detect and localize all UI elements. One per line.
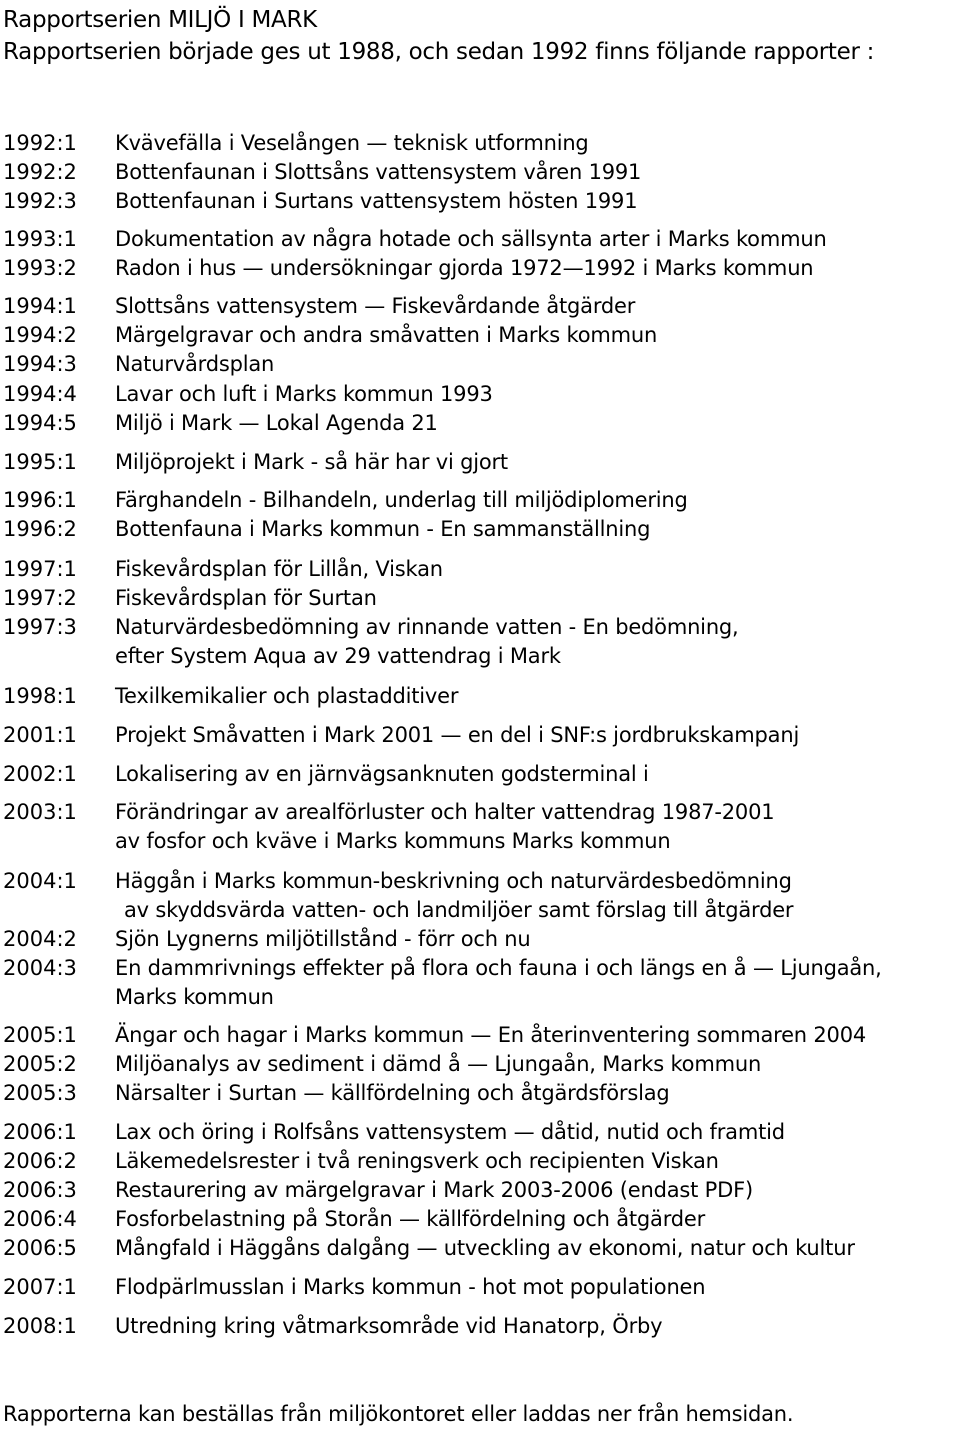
report-title: [115, 1205, 705, 1234]
report-number: 2006:3: [3, 1178, 77, 1202]
report-title-line: Lax och öring i Rolfsåns vattensystem — dåtid, nutid och framtid: [115, 1120, 785, 1144]
page-title: Rapportserien MILJÖ I MARK: [3, 7, 317, 33]
report-title-line: Slottsåns vattensystem — Fiskevårdande åtgärder: [115, 294, 636, 318]
report-title: [115, 515, 650, 544]
report-title: [115, 1234, 855, 1263]
report-title: [115, 798, 774, 856]
report-title-line: Bottenfaunan i Slottsåns vattensystem våren 1991: [115, 160, 642, 184]
report-title-line: Fiskevårdsplan för Lillån, Viskan: [115, 557, 443, 581]
report-title: [115, 129, 589, 158]
report-number: 2005:3: [3, 1081, 77, 1105]
report-title-line: Naturvärdesbedömning av rinnande vatten - En bedömning,: [115, 615, 739, 639]
report-title: [115, 682, 458, 711]
report-title-line: Radon i hus — undersökningar gjorda 1972—1992 i Marks kommun: [115, 256, 814, 280]
report-title-line: Närsalter i Surtan — källfördelning och åtgärdsförslag: [115, 1081, 670, 1105]
report-title: [115, 721, 799, 750]
report-title: [115, 1147, 719, 1176]
report-title-line: Texilkemikalier och plastadditiver: [115, 684, 459, 708]
report-number: 2001:1: [3, 723, 77, 747]
report-number: 2004:3: [3, 956, 77, 980]
report-title: [115, 187, 637, 216]
report-title-line: Miljö i Mark — Lokal Agenda 21: [115, 411, 438, 435]
report-number: 1994:5: [3, 411, 77, 435]
report-number: 1998:1: [3, 684, 77, 708]
report-title-line: Miljöanalys av sediment i dämd å — Ljungaån, Marks kommun: [115, 1052, 762, 1076]
report-title-line: En dammrivnings effekter på flora och fauna i och längs en å — Ljungaån,: [115, 956, 882, 980]
report-title: [115, 1312, 662, 1341]
report-number: 2006:1: [3, 1120, 77, 1144]
report-title-line: Fiskevårdsplan för Surtan: [115, 586, 377, 610]
report-title: [115, 158, 641, 187]
report-number: 2005:2: [3, 1052, 77, 1076]
report-title-line: Mångfald i Häggåns dalgång — utveckling av ekonomi, natur och kultur: [115, 1236, 855, 1260]
report-title-line: Marks kommun: [115, 985, 274, 1009]
report-number: 2004:1: [3, 869, 77, 893]
report-title: [115, 380, 493, 409]
report-number: 2006:5: [3, 1236, 77, 1260]
report-title-line: Förändringar av arealförluster och halter vattendrag 1987-2001: [115, 800, 775, 824]
report-number: 2008:1: [3, 1314, 77, 1338]
report-title-line: Bottenfauna i Marks kommun - En sammanställning: [115, 517, 651, 541]
report-number: 1995:1: [3, 450, 77, 474]
report-title: [115, 584, 377, 613]
report-number: 2007:1: [3, 1275, 77, 1299]
report-title: [115, 350, 274, 379]
report-title: [115, 292, 635, 321]
report-title-line: Projekt Småvatten i Mark 2001 — en del i SNF:s jordbrukskampanj: [115, 723, 800, 747]
report-title-line: Läkemedelsrester i två reningsverk och recipienten Viskan: [115, 1149, 719, 1173]
report-number: 2006:4: [3, 1207, 77, 1231]
report-title-line: Färghandeln - Bilhandeln, underlag till miljödiplomering: [115, 488, 688, 512]
report-title-line: Naturvårdsplan: [115, 352, 275, 376]
report-title: [115, 1079, 670, 1108]
report-title: [115, 760, 649, 789]
report-title-line: Märgelgravar och andra småvatten i Marks kommun: [115, 323, 658, 347]
report-number: 2006:2: [3, 1149, 77, 1173]
report-title: [115, 954, 882, 1012]
report-title: [115, 1176, 753, 1205]
report-title-line: Miljöprojekt i Mark - så här har vi gjort: [115, 450, 508, 474]
report-number: 1997:2: [3, 586, 77, 610]
report-number: 1994:2: [3, 323, 77, 347]
report-title-line: Fosforbelastning på Storån — källfördelning och åtgärder: [115, 1207, 706, 1231]
report-title-line: Ängar och hagar i Marks kommun — En återinventering sommaren 2004: [115, 1023, 867, 1047]
report-number: 2005:1: [3, 1023, 77, 1047]
report-title-line: av fosfor och kväve i Marks kommuns Marks kommun: [115, 829, 671, 853]
report-number: 1993:2: [3, 256, 77, 280]
report-number: 2002:1: [3, 762, 77, 786]
report-number: 1996:1: [3, 488, 77, 512]
report-title-line: Dokumentation av några hotade och sällsynta arter i Marks kommun: [115, 227, 827, 251]
report-number: 1997:1: [3, 557, 77, 581]
report-title: [115, 867, 793, 925]
report-number: 1993:1: [3, 227, 77, 251]
report-number: 1994:3: [3, 352, 77, 376]
report-title: [115, 613, 739, 671]
report-title-line: Restaurering av märgelgravar i Mark 2003-2006 (endast PDF): [115, 1178, 753, 1202]
report-title: [115, 254, 813, 283]
report-title: [115, 1050, 761, 1079]
report-number: 1992:2: [3, 160, 77, 184]
report-title-line: efter System Aqua av 29 vattendrag i Mark: [115, 644, 561, 668]
report-title: [115, 321, 657, 350]
report-title: [115, 448, 508, 477]
report-number: 1992:1: [3, 131, 77, 155]
report-title-line: Sjön Lygnerns miljötillstånd - förr och nu: [115, 927, 531, 951]
report-title-line: Lavar och luft i Marks kommun 1993: [115, 382, 493, 406]
report-title: [115, 486, 688, 515]
report-number: 1997:3: [3, 615, 77, 639]
report-number: 1992:3: [3, 189, 77, 213]
report-title: [115, 555, 443, 584]
report-number: 1994:1: [3, 294, 77, 318]
report-title-line: av skyddsvärda vatten- och landmiljöer samt förslag till åtgärder: [124, 898, 794, 922]
report-title-line: Lokalisering av en järnvägsanknuten godsterminal i: [115, 762, 649, 786]
report-title-line: Utredning kring våtmarksområde vid Hanatorp, Örby: [115, 1314, 663, 1338]
report-title: [115, 925, 531, 954]
report-title-line: Kvävefälla i Veselången — teknisk utformning: [115, 131, 589, 155]
report-title: [115, 1118, 785, 1147]
page-subtitle: Rapportserien började ges ut 1988, och sedan 1992 finns följande rapporter :: [3, 39, 875, 65]
report-number: 2003:1: [3, 800, 77, 824]
report-title-line: Flodpärlmusslan i Marks kommun - hot mot populationen: [115, 1275, 706, 1299]
report-title: [115, 1021, 866, 1050]
report-number: 1996:2: [3, 517, 77, 541]
report-title-line: Häggån i Marks kommun-beskrivning och naturvärdesbedömning: [115, 869, 792, 893]
report-title: [115, 1273, 705, 1302]
report-title: [115, 225, 827, 254]
report-number: 2004:2: [3, 927, 77, 951]
report-title: [115, 409, 438, 438]
report-title-line: Bottenfaunan i Surtans vattensystem hösten 1991: [115, 189, 638, 213]
footer-note: Rapporterna kan beställas från miljökontoret eller laddas ner från hemsidan.: [3, 1402, 794, 1426]
report-number: 1994:4: [3, 382, 77, 406]
